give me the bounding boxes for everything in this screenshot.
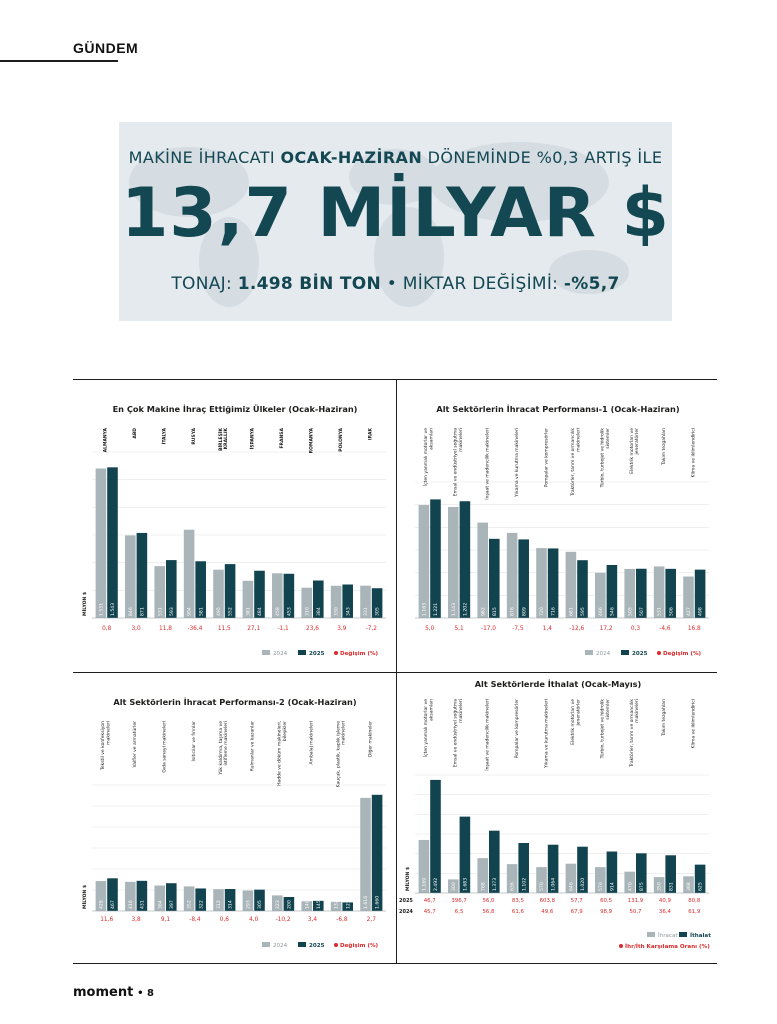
bar-value-label: 646 bbox=[569, 882, 575, 891]
bar-value-label: 132 bbox=[334, 900, 340, 909]
bar-value-label: 1.020 bbox=[581, 877, 587, 891]
category-label bbox=[132, 428, 138, 439]
legend-swatch-2025 bbox=[298, 942, 306, 947]
ratio-2025-value: 60,5 bbox=[600, 898, 613, 904]
change-value: 17,2 bbox=[599, 626, 613, 632]
chart-title: En Çok Makine İhraç Ettiğimiz Ülkeler (Ocak-Haziran) bbox=[112, 404, 358, 414]
category-label-line: Ambalaj makineleri bbox=[309, 721, 315, 765]
category-label-line: Isıtıcılar ve fırınlar bbox=[191, 721, 197, 762]
bar-2024 bbox=[448, 507, 459, 618]
bar-value-label: 364 bbox=[158, 900, 164, 909]
chart-title: Alt Sektörlerde İthalat (Ocak-Mayıs) bbox=[474, 679, 642, 689]
change-value: -10,2 bbox=[275, 917, 291, 923]
grid-middle-rule bbox=[73, 672, 717, 673]
ratio-2025-value: 83,5 bbox=[511, 898, 524, 904]
category-label bbox=[484, 428, 491, 500]
bar-2025 bbox=[489, 539, 500, 618]
bar-value-label: 595 bbox=[581, 607, 587, 616]
ratio-2025-value: 396,7 bbox=[451, 898, 467, 904]
section-label: GÜNDEM bbox=[73, 40, 139, 56]
category-label-line: Tekstil ve konfeksiyon bbox=[101, 721, 107, 771]
change-value: 9,1 bbox=[160, 917, 171, 923]
bar-value-label: 123 bbox=[346, 900, 352, 909]
category-label-line: Türbin, turbojet ve hidrolik bbox=[600, 428, 606, 488]
bar-value-label: 223 bbox=[275, 900, 281, 909]
ratio-2025-value: 603,8 bbox=[539, 898, 556, 904]
bar-value-label: 300 bbox=[451, 882, 457, 891]
category-label-line: Gıda sanayi makineleri bbox=[162, 721, 168, 773]
page-number: • 8 bbox=[137, 988, 154, 999]
bar-2024 bbox=[477, 523, 488, 618]
ratio-2025-value: 56,0 bbox=[482, 898, 495, 904]
category-label bbox=[629, 699, 640, 768]
bar-value-label: 314 bbox=[228, 900, 234, 909]
category-label bbox=[217, 427, 229, 450]
category-label-line: Türbin, turbojet ve hidrolik bbox=[600, 699, 606, 759]
bar-value-label: 636 bbox=[510, 882, 516, 891]
category-label bbox=[335, 721, 346, 788]
category-label bbox=[162, 721, 168, 773]
bar-value-label: 305 bbox=[375, 607, 381, 616]
category-label bbox=[191, 721, 197, 762]
category-label-line: Yıkama ve kurutma makineleri bbox=[514, 428, 520, 497]
bar-2024 bbox=[507, 533, 518, 618]
category-label bbox=[279, 427, 285, 448]
category-label-line: FRANSA bbox=[280, 428, 286, 449]
bar-value-label: 1.531 bbox=[99, 602, 105, 616]
category-label bbox=[570, 428, 581, 497]
bar-value-label: 581 bbox=[199, 607, 205, 616]
change-value: 1,4 bbox=[542, 626, 552, 632]
category-label-line: Pompalar ve kompresörler bbox=[514, 699, 520, 759]
bar-value-label: 1.221 bbox=[434, 602, 440, 616]
category-label-line: sistemler bbox=[605, 699, 611, 720]
bar-value-label: 505 bbox=[628, 607, 634, 616]
bar-value-label: 330 bbox=[334, 607, 340, 616]
ratio-row-label: 2024 bbox=[399, 909, 413, 915]
bar-value-label: 846 bbox=[128, 607, 134, 616]
chart-subsectors-1 bbox=[399, 382, 717, 670]
legend-label-2025: 2025 bbox=[632, 651, 648, 657]
bar-value-label: 293 bbox=[246, 900, 252, 909]
bar-2024 bbox=[360, 798, 371, 911]
category-label bbox=[338, 427, 344, 451]
bar-value-label: 982 bbox=[481, 607, 487, 616]
bar-2025 bbox=[137, 533, 148, 618]
legend-label-ithalat: İthalat bbox=[690, 933, 711, 939]
category-label-line: makineleri bbox=[341, 721, 347, 745]
change-value: 11,5 bbox=[217, 626, 231, 632]
change-value: -12,6 bbox=[569, 626, 585, 632]
bar-value-label: 625 bbox=[698, 882, 704, 891]
bar-value-label: 467 bbox=[111, 900, 117, 909]
category-label bbox=[543, 699, 549, 769]
legend-swatch-2025 bbox=[298, 650, 306, 655]
category-label bbox=[514, 428, 520, 498]
bar-value-label: 1.616 bbox=[364, 895, 370, 909]
category-label-line: sistemler bbox=[605, 428, 611, 449]
category-label-line: Klima ve iklimlendirici bbox=[691, 428, 697, 478]
category-label bbox=[543, 428, 549, 487]
category-label-line: İnşaat ve madencilik makineleri bbox=[485, 699, 491, 771]
category-label-line: İçten yanmalı motorlar ve bbox=[424, 699, 430, 758]
category-label bbox=[484, 699, 491, 771]
bar-value-label: 484 bbox=[258, 607, 264, 616]
bar-value-label: 200 bbox=[287, 900, 293, 909]
bar-value-label: 546 bbox=[610, 607, 616, 616]
category-label-line: makineleri bbox=[458, 699, 464, 723]
bar-value-label: 1.683 bbox=[463, 877, 469, 891]
change-value: -8,4 bbox=[189, 917, 201, 923]
chart-top-countries bbox=[76, 382, 394, 670]
y-axis-label: MİLYON $ bbox=[406, 866, 411, 891]
bar-value-label: 310 bbox=[305, 607, 311, 616]
bar-value-label: 904 bbox=[187, 607, 193, 616]
bar-value-label: 1.660 bbox=[375, 895, 381, 909]
bar-value-label: 2.492 bbox=[434, 877, 440, 891]
category-label-line: bileşikler bbox=[282, 721, 288, 742]
category-label-line: Yük kaldırma, taşıma ve bbox=[218, 721, 224, 775]
bar-2025 bbox=[460, 501, 471, 618]
change-value: 5,1 bbox=[454, 626, 464, 632]
moment-logo: moment bbox=[73, 985, 134, 1000]
change-value: 11,6 bbox=[100, 917, 114, 923]
page-footer bbox=[73, 985, 154, 1000]
change-value: 16,8 bbox=[687, 626, 701, 632]
category-label bbox=[191, 427, 197, 444]
legend-label-2025: 2025 bbox=[309, 943, 325, 949]
bar-value-label: 593 bbox=[169, 607, 175, 616]
bar-value-label: 716 bbox=[551, 607, 557, 616]
category-label-line: jeneratörler bbox=[576, 699, 582, 726]
category-label bbox=[367, 427, 373, 440]
category-label bbox=[100, 721, 111, 771]
bar-value-label: 431 bbox=[140, 900, 146, 909]
category-label-line: Kauçuk, plastik, kaplık işleme bbox=[336, 721, 342, 788]
bar-value-label: 312 bbox=[217, 900, 223, 909]
bar-value-label: 871 bbox=[140, 607, 146, 616]
category-label-line: İnşaat ve madencilik makineleri bbox=[485, 428, 491, 500]
legend-swatch-2024 bbox=[262, 650, 270, 655]
category-label bbox=[690, 699, 696, 748]
category-label-line: istifleme makineleri bbox=[224, 721, 229, 766]
bar-2024 bbox=[96, 469, 107, 618]
category-label bbox=[422, 428, 434, 486]
bar-value-label: 470 bbox=[628, 882, 634, 891]
legend-label-change: Değişim (%) bbox=[340, 651, 379, 657]
bar-value-label: 498 bbox=[698, 607, 704, 616]
bar-value-label: 768 bbox=[481, 882, 487, 891]
category-label-line: İTALYA bbox=[162, 428, 168, 445]
bar-value-label: 570 bbox=[540, 882, 546, 891]
ratio-2024-value: 98,9 bbox=[600, 909, 613, 915]
category-label-line: İçten yanmalı motorlar ve bbox=[424, 428, 430, 487]
bar-value-label: 305 bbox=[258, 900, 264, 909]
category-label bbox=[661, 428, 667, 466]
ratio-2024-value: 61,6 bbox=[511, 909, 524, 915]
bar-value-label: 914 bbox=[610, 882, 616, 891]
ratio-2024-value: 45,7 bbox=[423, 909, 436, 915]
headline-banner bbox=[119, 122, 672, 321]
category-label bbox=[570, 699, 581, 745]
bar-2025 bbox=[430, 499, 441, 618]
ratio-2024-value: 6,5 bbox=[454, 909, 464, 915]
category-label-line: Elektrik motorları ve bbox=[630, 428, 635, 474]
legend-swatch-ihracat bbox=[647, 932, 655, 937]
bar-value-label: 1.102 bbox=[522, 877, 528, 891]
change-value: 3,9 bbox=[337, 626, 347, 632]
bar-value-label: 531 bbox=[158, 607, 164, 616]
ratio-2024-value: 49,6 bbox=[541, 909, 554, 915]
section-rule bbox=[0, 60, 118, 62]
category-label bbox=[690, 428, 696, 477]
change-value: -6,8 bbox=[336, 917, 348, 923]
ratio-2024-value: 36,4 bbox=[658, 909, 671, 915]
category-label-line: Traktörler, tarım ve ormancılık bbox=[571, 428, 577, 497]
change-value: 4,0 bbox=[249, 917, 259, 923]
bar-value-label: 1.143 bbox=[451, 602, 457, 616]
legend-label-2025: 2025 bbox=[309, 651, 325, 657]
legend-label-change: Değişim (%) bbox=[663, 651, 702, 657]
banner-tonnage: TONAJ: 1.498 BİN TON • MİKTAR DEĞİŞİMİ: -%5,7 bbox=[171, 274, 620, 294]
ratio-2025-value: 40,9 bbox=[658, 898, 671, 904]
category-label bbox=[600, 699, 611, 760]
bar-value-label: 875 bbox=[639, 882, 645, 891]
category-label bbox=[629, 428, 640, 474]
bar-value-label: 815 bbox=[492, 607, 498, 616]
category-label bbox=[452, 699, 464, 767]
category-label-line: Yıkama ve kurutma makineleri bbox=[544, 699, 550, 768]
change-value: 3,0 bbox=[131, 626, 141, 632]
bar-value-label: 495 bbox=[217, 607, 223, 616]
bar-value-label: 322 bbox=[199, 900, 205, 909]
category-label-line: KRALLIK bbox=[224, 428, 229, 450]
ratio-2024-value: 61,9 bbox=[688, 909, 701, 915]
bar-value-label: 1.064 bbox=[551, 877, 557, 891]
change-value: -17,0 bbox=[481, 626, 496, 632]
category-label-line: aksamları bbox=[429, 699, 435, 721]
change-value: -7,5 bbox=[512, 626, 524, 632]
chart-subsectors-2 bbox=[76, 675, 394, 961]
bar-2024 bbox=[184, 530, 195, 618]
bar-value-label: 1.543 bbox=[111, 602, 117, 616]
category-label bbox=[277, 721, 288, 786]
legend-label-2024: 2024 bbox=[273, 651, 288, 657]
bar-value-label: 506 bbox=[669, 607, 675, 616]
change-value: 0,6 bbox=[219, 917, 229, 923]
category-label-line: POLONYA bbox=[338, 428, 344, 452]
bar-value-label: 397 bbox=[169, 900, 175, 909]
category-label-line: aksamları bbox=[429, 428, 435, 450]
legend-swatch-ithalat bbox=[679, 932, 687, 937]
category-label-line: Rulmanlar ve kazanlar bbox=[250, 721, 256, 772]
chart-subsector-imports bbox=[399, 675, 717, 961]
bar-value-label: 570 bbox=[598, 882, 604, 891]
bar-value-label: 384 bbox=[316, 607, 322, 616]
category-label-line: Klima ve iklimlendirici bbox=[691, 699, 697, 749]
legend-swatch-2025 bbox=[621, 650, 629, 655]
category-label-line: ABD bbox=[133, 428, 139, 439]
category-label bbox=[309, 721, 315, 765]
bar-value-label: 1.202 bbox=[463, 602, 469, 616]
category-label-line: Diğer makineler bbox=[368, 721, 374, 758]
bar-value-label: 531 bbox=[657, 607, 663, 616]
legend-label-ihracat: İhracat bbox=[658, 933, 678, 939]
category-label-line: Traktörler, tarım ve ormancılık bbox=[630, 699, 635, 768]
category-label-line: ALMANYA bbox=[103, 428, 109, 453]
change-value: -4,6 bbox=[659, 626, 671, 632]
bar-value-label: 368 bbox=[687, 882, 693, 891]
category-label bbox=[600, 428, 611, 489]
category-label-line: BİRLEŞİK bbox=[218, 428, 224, 451]
bar-2025 bbox=[107, 467, 118, 618]
bar-value-label: 140 bbox=[305, 900, 311, 909]
bar-value-label: 1.163 bbox=[422, 602, 428, 616]
bar-value-label: 416 bbox=[128, 900, 134, 909]
category-label-line: Takım tezgahları bbox=[661, 699, 667, 736]
category-label-line: makineleri bbox=[458, 428, 464, 452]
bar-value-label: 331 bbox=[364, 607, 370, 616]
category-label-line: Emsal ve endüstriyel soğutma bbox=[453, 699, 459, 768]
bar-value-label: 466 bbox=[598, 607, 604, 616]
category-label bbox=[250, 721, 256, 771]
bar-value-label: 428 bbox=[99, 900, 105, 909]
ratio-row-label: 2025 bbox=[399, 898, 413, 904]
category-label-line: makineleri bbox=[106, 721, 112, 745]
legend-dot-ratio bbox=[619, 944, 623, 948]
category-label-line: Valfler ve armatürler bbox=[133, 721, 139, 768]
grid-bottom-rule bbox=[73, 963, 717, 964]
legend-dot-change bbox=[657, 651, 661, 655]
legend-dot-change bbox=[334, 943, 338, 947]
bar-2024 bbox=[419, 505, 430, 618]
category-label-line: Takım tezgahları bbox=[661, 428, 667, 465]
category-label bbox=[103, 427, 109, 452]
category-label-line: RUSYA bbox=[191, 428, 197, 445]
y-axis-label: MİLYON $ bbox=[83, 884, 88, 909]
bar-2025 bbox=[518, 539, 529, 618]
category-label bbox=[661, 699, 667, 737]
bar-value-label: 681 bbox=[569, 607, 575, 616]
bar-value-label: 453 bbox=[287, 607, 293, 616]
category-label-line: jeneratörler bbox=[635, 428, 641, 455]
category-label-line: Pompalar ve kompresörler bbox=[544, 428, 550, 488]
category-label bbox=[452, 428, 464, 496]
legend-label-ratio: İhr/İth Karşılama Oranı (%) bbox=[625, 944, 710, 950]
category-label bbox=[309, 427, 315, 453]
category-label-line: IRAK bbox=[368, 428, 374, 441]
change-value: 3,4 bbox=[307, 917, 318, 923]
bar-value-label: 720 bbox=[540, 607, 546, 616]
bar-value-label: 507 bbox=[639, 607, 645, 616]
legend-label-change: Değişim (%) bbox=[340, 943, 379, 949]
category-label bbox=[161, 427, 168, 444]
ratio-2024-value: 67,9 bbox=[570, 909, 583, 915]
bar-value-label: 145 bbox=[316, 900, 322, 909]
change-value: 3,8 bbox=[131, 917, 141, 923]
category-label-line: İSPANYA bbox=[250, 428, 256, 450]
category-label-line: makineleri bbox=[576, 428, 582, 452]
bar-value-label: 350 bbox=[657, 882, 663, 891]
bar-value-label: 809 bbox=[522, 607, 528, 616]
legend-swatch-2024 bbox=[262, 942, 270, 947]
change-value: 5,0 bbox=[425, 626, 435, 632]
change-value: -36,4 bbox=[187, 626, 203, 632]
bar-value-label: 352 bbox=[187, 900, 193, 909]
legend-label-2024: 2024 bbox=[273, 943, 288, 949]
category-label bbox=[366, 721, 373, 757]
category-label bbox=[514, 699, 520, 758]
category-label bbox=[218, 721, 229, 776]
bar-value-label: 552 bbox=[228, 607, 234, 616]
bar-i̇thalat bbox=[430, 780, 441, 893]
ratio-2024-value: 50,7 bbox=[629, 909, 642, 915]
bar-value-label: 458 bbox=[275, 607, 281, 616]
change-value: 27,1 bbox=[247, 626, 261, 632]
bar-value-label: 876 bbox=[510, 607, 516, 616]
change-value: -7,2 bbox=[365, 626, 377, 632]
grid-center-divider bbox=[396, 379, 397, 964]
ratio-2025-value: 57,7 bbox=[570, 898, 583, 904]
bar-value-label: 831 bbox=[669, 882, 675, 891]
category-label-line: ROMANYA bbox=[309, 428, 315, 454]
category-label-line: Elektrik motorları ve bbox=[571, 699, 577, 745]
category-label bbox=[132, 721, 138, 768]
bar-value-label: 1.373 bbox=[492, 877, 498, 891]
category-label-line: Hadde ve döküm makineleri, bbox=[277, 721, 283, 786]
category-label bbox=[422, 699, 434, 757]
ratio-2024-value: 56,8 bbox=[482, 909, 495, 915]
chart-title: Alt Sektörlerin İhracat Performansı-1 (Ocak-Haziran) bbox=[436, 404, 680, 414]
change-value: 0,8 bbox=[102, 626, 112, 632]
change-value: 0,3 bbox=[630, 626, 641, 632]
category-label-line: Emsal ve endüstriyel soğutma bbox=[453, 428, 459, 497]
banner-subtitle: MAKİNE İHRACATI OCAK-HAZİRAN DÖNEMİNDE %0,3 ARTIŞ İLE bbox=[128, 148, 663, 167]
change-value: 23,6 bbox=[306, 626, 319, 632]
ratio-2025-value: 46,7 bbox=[423, 898, 436, 904]
bar-value-label: 1.169 bbox=[422, 877, 428, 891]
legend-swatch-2024 bbox=[585, 650, 593, 655]
legend-dot-change bbox=[334, 651, 338, 655]
y-axis-label: MİLYON $ bbox=[83, 591, 88, 616]
bar-value-label: 381 bbox=[246, 607, 252, 616]
bar-2025 bbox=[372, 795, 383, 911]
bar-2024 bbox=[125, 535, 136, 618]
bar-value-label: 427 bbox=[687, 607, 693, 616]
change-value: -1,1 bbox=[277, 626, 289, 632]
legend-label-2024: 2024 bbox=[596, 651, 611, 657]
ratio-2025-value: 131,9 bbox=[627, 898, 644, 904]
ratio-2025-value: 80,8 bbox=[688, 898, 701, 904]
grid-top-rule bbox=[73, 379, 717, 380]
category-label-line: makineleri bbox=[635, 699, 641, 723]
chart-title: Alt Sektörlerin İhracat Performansı-2 (Ocak-Haziran) bbox=[113, 697, 357, 707]
banner-headline-value: 13,7 MİLYAR $ bbox=[121, 174, 670, 253]
bar-value-label: 343 bbox=[346, 607, 352, 616]
category-label bbox=[249, 427, 256, 449]
change-value: 2,7 bbox=[366, 917, 376, 923]
change-value: 11,8 bbox=[159, 626, 172, 632]
